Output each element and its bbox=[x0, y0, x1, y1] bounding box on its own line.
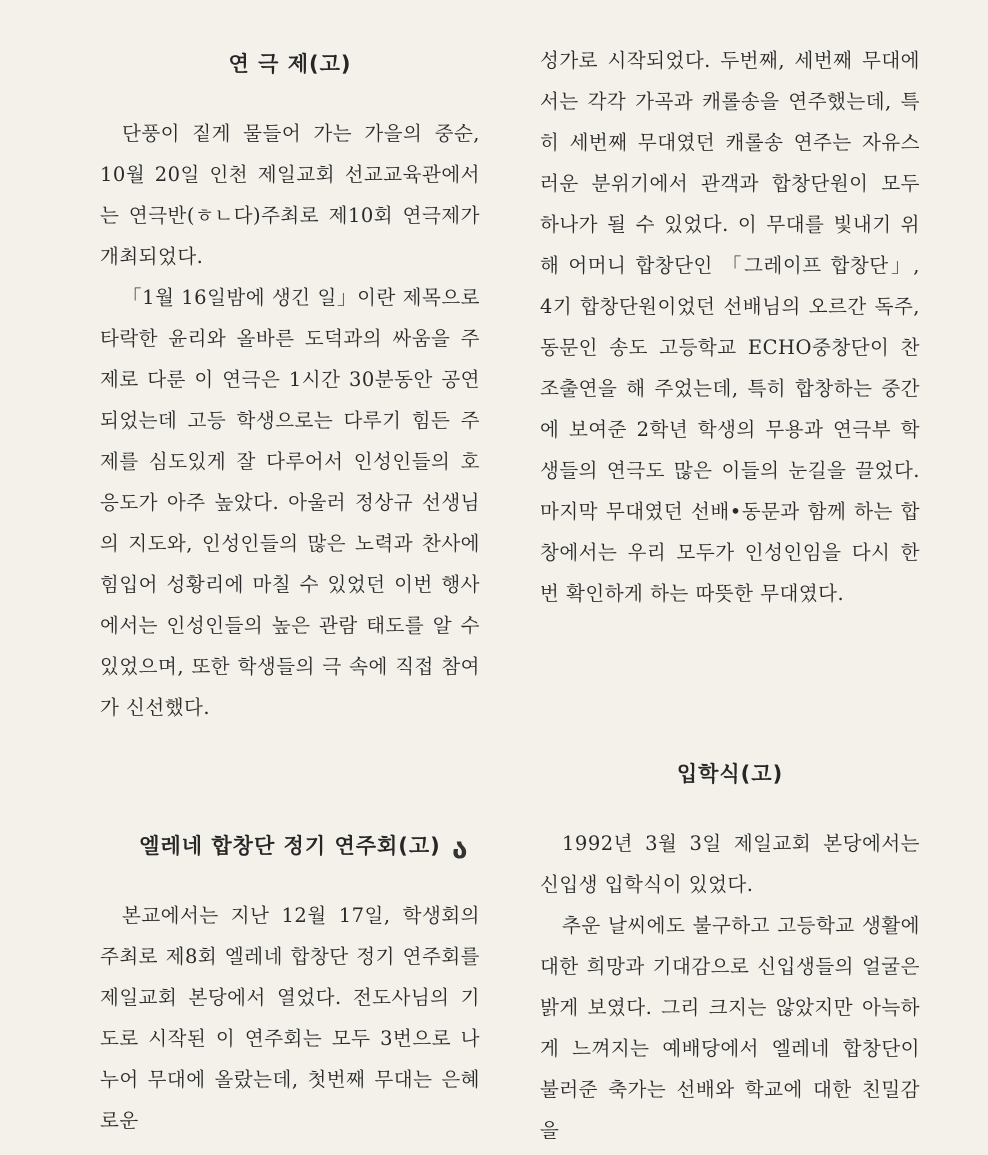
section-title-entrance-ceremony: 입학식(고) bbox=[676, 762, 784, 786]
drama-paragraph-1: 단풍이 짙게 물들어 가는 가을의 중순, 10월 20일 인천 제일교회 선교교육관에서는 연극반(ㅎㄴ다)주최로 제10회 연극제가 개최되었다. bbox=[100, 122, 480, 268]
entrance-paragraph-2: 추운 날씨에도 불구하고 고등학교 생활에 대한 희망과 기대감으로 신입생들의 얼굴은 밝게 보였다. 그리 크지는 않았지만 아늑하게 느껴지는 예배당에서 엘레네 합창단이 불러준 축가는 선배와 학교에 대한 친밀감을 bbox=[540, 914, 920, 1142]
choir-paragraph-1: 본교에서는 지난 12월 17일, 학생회의 주최로 제8회 엘레네 합창단 정기 연주회를 제일교회 본당에서 열었다. 전도사님의 기도로 시작된 이 연주회는 모두 3번으로 나누어 무대에 올랐는데, 첫번째 무대는 은혜로운 bbox=[100, 904, 480, 1132]
handwritten-mark: ა bbox=[452, 832, 468, 865]
drama-paragraph-2: 「1월 16일밤에 생긴 일」이란 제목으로 타락한 윤리와 올바른 도덕과의 싸움을 주제로 다룬 이 연극은 1시간 30분동안 공연되었는데 고등 학생으로는 다루기 힘든 주제를 심도있게 잘 다루어서 인성인들의 호응도가 아주 높았다. 아울러 정상규 선생님의 지도와, 인성인들의 많은 노력과 찬사에 힘입어 성황리에 마칠 수 있었던 이번 행사에서는 인성인들의 높은 관람 태도를 알 수 있었으며, 또한 학생들의 극 속에 직접 참여가 신선했다. bbox=[100, 286, 480, 719]
entrance-paragraph-1: 1992년 3월 3일 제일교회 본당에서는 신입생 입학식이 있었다. bbox=[540, 832, 920, 896]
choir-paragraph-continuation: 성가로 시작되었다. 두번째, 세번째 무대에서는 각각 가곡과 캐롤송을 연주했는데, 특히 세번째 무대였던 캐롤송 연주는 자유스러운 분위기에서 관객과 합창단원이 모두 하나가 될 수 있었다. 이 무대를 빛내기 위해 어머니 합창단인 「그레이프 합창단」, 4기 합창단원이었던 선배님의 오르간 독주, 동문인 송도 고등학교 ECHO중창단이 찬조출연을 해 주었는데, 특히 합창하는 중간에 보여준 2학년 학생의 무용과 연극부 학생들의 연극도 많은 이들의 눈길을 끌었다. 마지막 무대였던 선배•동문과 함께 하는 합창에서는 우리 모두가 인성인임을 다시 한번 확인하게 하는 따뜻한 무대였다. bbox=[540, 49, 920, 605]
section-title-choir-concert: 엘레네 합창단 정기 연주회(고) bbox=[139, 834, 441, 858]
section-title-drama-festival: 연 극 제(고) bbox=[228, 52, 352, 76]
